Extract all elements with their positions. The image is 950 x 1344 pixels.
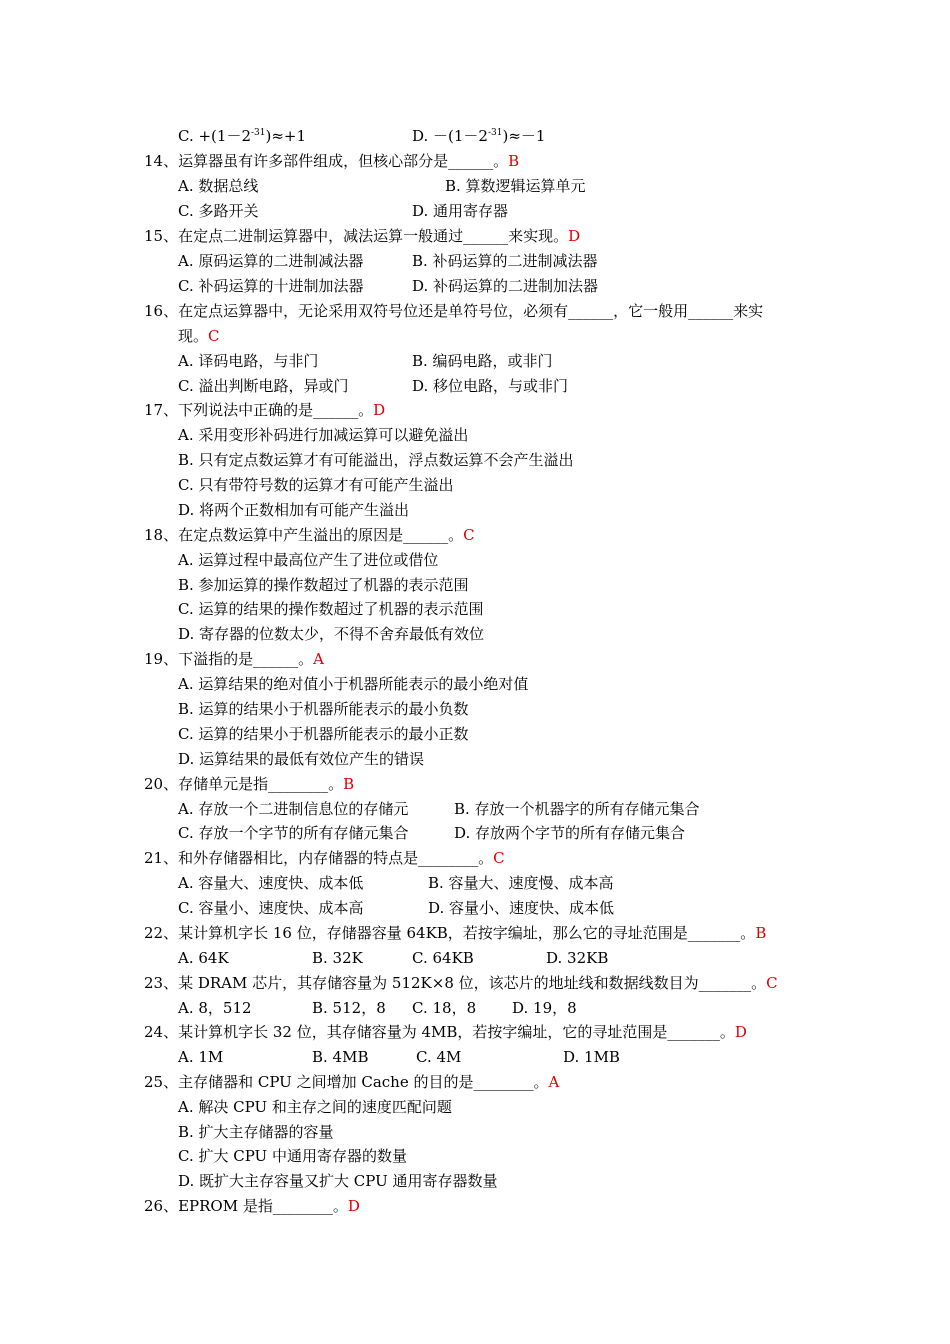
q24-option-b: B. 4MB [312, 1048, 369, 1066]
question-15: 15、在定点二进制运算器中，减法运算一般通过______来实现。D [144, 227, 581, 245]
q21-options-row-2 [0, 896, 950, 921]
q25-option-b: B. 扩大主存储器的容量 [178, 1123, 334, 1141]
answer-24: D [734, 1023, 747, 1041]
q19-option-b: B. 运算的结果小于机器所能表示的最小负数 [178, 700, 469, 718]
question-24: 24、某计算机字长 32 位，其存储容量为 4MB，若按字编址，它的寻址范围是_______。D [144, 1023, 747, 1041]
q14-options-row-2 [0, 199, 950, 224]
q18-option-c: C. 运算的结果的操作数超过了机器的表示范围 [178, 600, 484, 618]
answer-19: A [313, 650, 324, 668]
q16-option-b: B. 编码电路，或非门 [412, 352, 553, 370]
q18-option-d: D. 寄存器的位数太少，不得不舍弃最低有效位 [178, 625, 485, 643]
q16-option-c: C. 溢出判断电路，异或门 [178, 377, 349, 395]
q17-option-c: C. 只有带符号数的运算才有可能产生溢出 [178, 476, 454, 494]
q19-option-a: A. 运算结果的绝对值小于机器所能表示的最小绝对值 [178, 675, 529, 693]
answer-15: D [568, 227, 581, 245]
q19-option-d: D. 运算结果的最低有效位产生的错误 [178, 750, 425, 768]
q13-options-row [0, 124, 950, 149]
q22-option-c: C. 64KB [412, 949, 474, 967]
answer-21: C [493, 849, 505, 867]
q14-option-a: A. 数据总线 [178, 177, 259, 195]
q22-option-d: D. 32KB [546, 949, 609, 967]
q23-options-row [0, 996, 950, 1021]
q21-option-b: B. 容量大、速度慢、成本高 [428, 874, 614, 892]
q14-option-d: D. 通用寄存器 [412, 202, 509, 220]
question-20: 20、存储单元是指________。B [144, 775, 355, 793]
q25-option-d: D. 既扩大主存容量又扩大 CPU 通用寄存器数量 [178, 1172, 498, 1190]
q16-option-d: D. 移位电路，与或非门 [412, 377, 569, 395]
q20-options-row-1 [0, 797, 950, 822]
q14-options-row-1 [0, 174, 950, 199]
answer-26: D [347, 1197, 360, 1215]
q15-options-row-2 [0, 274, 950, 299]
question-23: 23、某 DRAM 芯片，其存储容量为 512K×8 位，该芯片的地址线和数据线数目为_______。C [144, 974, 778, 992]
q23-option-c: C. 18，8 [412, 999, 477, 1017]
q22-option-a: A. 64K [178, 949, 229, 967]
q16-options-row-2 [0, 374, 950, 399]
q19-option-c: C. 运算的结果小于机器所能表示的最小正数 [178, 725, 469, 743]
q18-option-b: B. 参加运算的操作数超过了机器的表示范围 [178, 576, 469, 594]
q17-option-b: B. 只有定点数运算才有可能溢出，浮点数运算不会产生溢出 [178, 451, 574, 469]
question-19: 19、下溢指的是______。A [144, 650, 324, 668]
q15-option-a: A. 原码运算的二进制减法器 [178, 252, 364, 270]
q21-option-a: A. 容量大、速度快、成本低 [178, 874, 364, 892]
answer-22: B [755, 924, 767, 942]
q15-options-row-1 [0, 249, 950, 274]
question-22: 22、某计算机字长 16 位，存储器容量 64KB，若按字编址，那么它的寻址范围是_______。B [144, 924, 767, 942]
q15-option-b: B. 补码运算的二进制减法器 [412, 252, 598, 270]
q24-option-d: D. 1MB [563, 1048, 620, 1066]
q21-option-c: C. 容量小、速度快、成本高 [178, 899, 364, 917]
q23-option-b: B. 512，8 [312, 999, 386, 1017]
answer-17: D [373, 401, 386, 419]
q20-option-d: D. 存放两个字节的所有存储元集合 [454, 824, 686, 842]
q16-option-a: A. 译码电路，与非门 [178, 352, 319, 370]
q17-option-d: D. 将两个正数相加有可能产生溢出 [178, 501, 410, 519]
q20-options-row-2 [0, 821, 950, 846]
q23-option-a: A. 8，512 [178, 999, 252, 1017]
q23-option-d: D. 19，8 [512, 999, 577, 1017]
question-16: 16、在定点运算器中，无论采用双符号位还是单符号位，必须有______，它一般用______来实 [144, 302, 764, 320]
question-17: 17、下列说法中正确的是______。D [144, 401, 386, 419]
question-18: 18、在定点数运算中产生溢出的原因是______。C [144, 526, 475, 544]
q20-option-a: A. 存放一个二进制信息位的存储元 [178, 800, 409, 818]
q24-option-a: A. 1M [178, 1048, 224, 1066]
answer-25: A [548, 1073, 560, 1091]
answer-14: B [508, 152, 520, 170]
q17-option-a: A. 采用变形补码进行加减运算可以避免溢出 [178, 426, 469, 444]
q21-option-d: D. 容量小、速度快、成本低 [428, 899, 615, 917]
q24-option-c: C. 4M [416, 1048, 462, 1066]
q21-options-row-1 [0, 871, 950, 896]
question-14: 14、运算器虽有许多部件组成，但核心部分是______。B [144, 152, 520, 170]
q20-option-b: B. 存放一个机器字的所有存储元集合 [454, 800, 700, 818]
q14-option-c: C. 多路开关 [178, 202, 259, 220]
q20-option-c: C. 存放一个字节的所有存储元集合 [178, 824, 409, 842]
q15-option-d: D. 补码运算的二进制加法器 [412, 277, 599, 295]
answer-20: B [343, 775, 355, 793]
q25-option-c: C. 扩大 CPU 中通用寄存器的数量 [178, 1147, 407, 1165]
answer-16: C [208, 327, 220, 345]
q16-options-row-1 [0, 349, 950, 374]
question-26: 26、EPROM 是指________。D [144, 1197, 360, 1215]
q24-options-row [0, 1045, 950, 1070]
q18-option-a: A. 运算过程中最高位产生了进位或借位 [178, 551, 439, 569]
q14-option-b: B. 算数逻辑运算单元 [445, 177, 586, 195]
answer-18: C [463, 526, 475, 544]
question-16-continued: 现。C [178, 327, 220, 345]
q13-option-d: D. $-(1-2^{-31})\approx-1$ [412, 127, 546, 145]
q25-option-a: A. 解决 CPU 和主存之间的速度匹配问题 [178, 1098, 452, 1116]
answer-23: C [766, 974, 778, 992]
question-25: 25、主存储器和 CPU 之间增加 Cache 的目的是________。A [144, 1073, 560, 1091]
q13-option-c: C. $+(1-2^{-31})\approx+1$ [178, 127, 307, 145]
q22-options-row [0, 946, 950, 971]
question-21: 21、和外存储器相比，内存储器的特点是________。C [144, 849, 505, 867]
q22-option-b: B. 32K [312, 949, 363, 967]
q15-option-c: C. 补码运算的十进制加法器 [178, 277, 364, 295]
